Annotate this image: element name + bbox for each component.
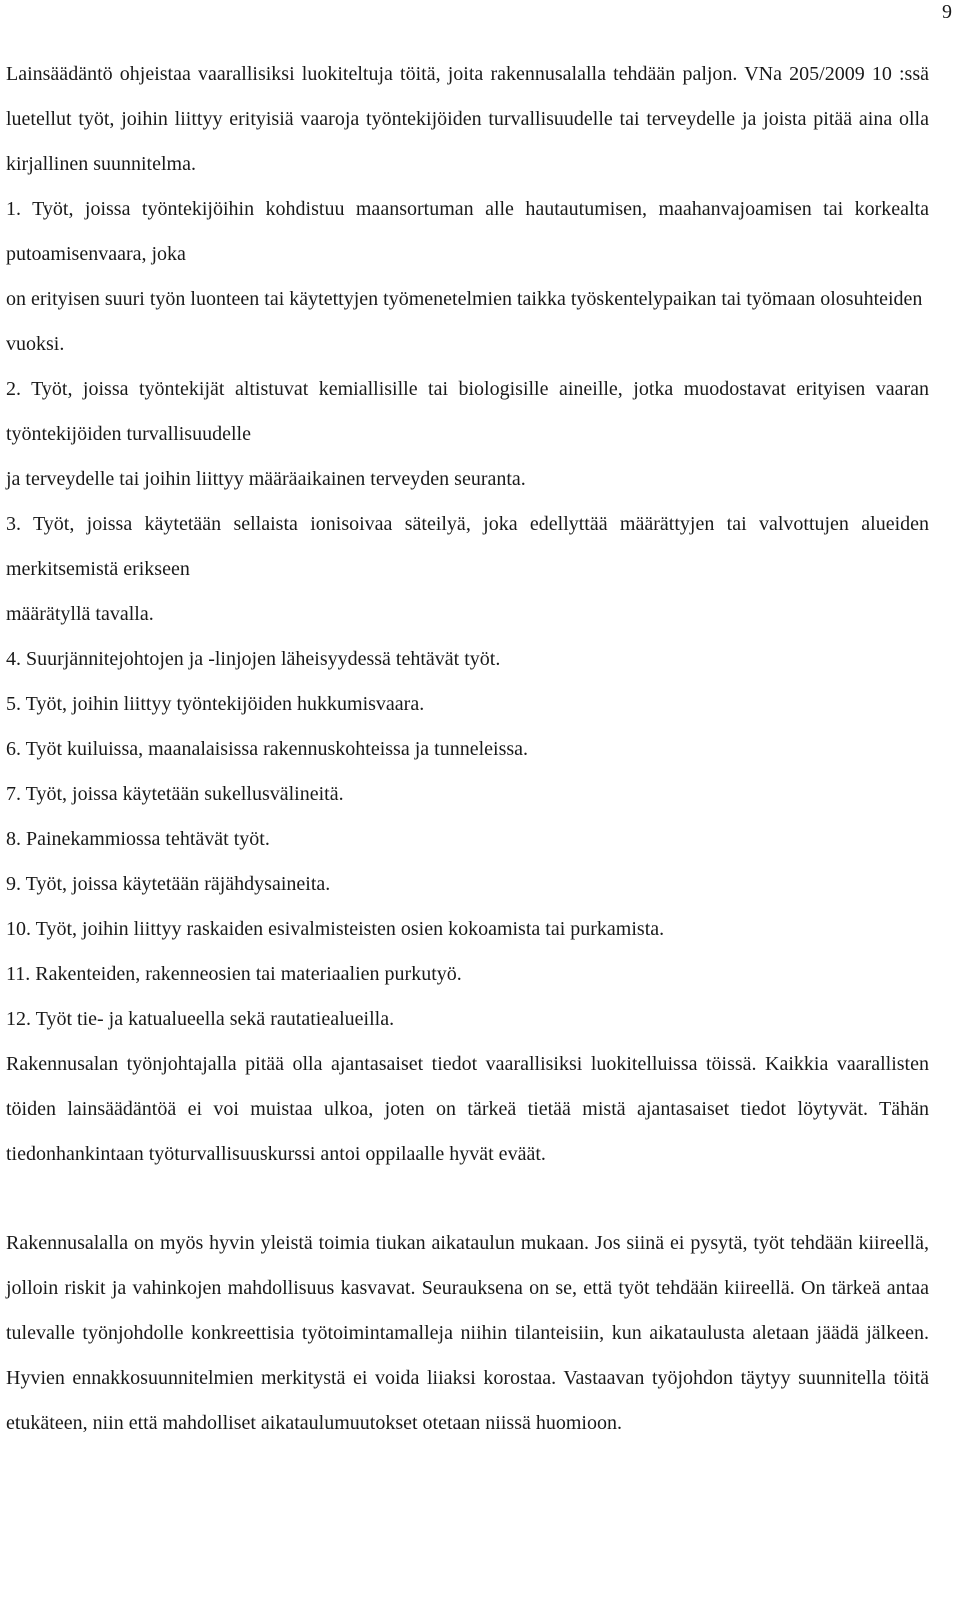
- list-item-2-line-1: 2. Työt, joissa työntekijät altistuvat kemiallisille tai biologisille aineille, jotka muodostavat erityisen vaaran työntekijöiden turvallisuudelle: [6, 378, 929, 445]
- list-item-12: 12. Työt tie- ja katualueella sekä rautatiealueilla.: [6, 1008, 395, 1030]
- hazard-list: [6, 187, 929, 1042]
- page-number: 9: [942, 1, 952, 23]
- body-paragraph-2: Rakennusalalla on myös hyvin yleistä toimia tiukan aikataulun mukaan. Jos siinä ei pysytä, työt tehdään kiireellä, jolloin riskit ja vahinkojen mahdollisuus kasvavat. Seurauksena on se, että työt tehdään kiireellä. On tärkeä antaa tulevalle työnjohdolle konkreettisia työtoimintamalleja niihin tilanteisiin, kun aikataulusta aletaan jäädä jälkeen. Hyvien ennakkosuunnitelmien merkitystä ei voida liiaksi korostaa. Vastaavan työjohdon täytyy suunnitella töitä etukäteen, niin että mahdolliset aikataulumuutokset otetaan niissä huomioon.: [6, 1232, 929, 1434]
- list-item-4: 4. Suurjännitejohtojen ja -linjojen läheisyydessä tehtävät työt.: [6, 648, 501, 670]
- body-paragraph-1: Rakennusalan työnjohtajalla pitää olla ajantasaiset tiedot vaarallisiksi luokitelluissa töissä. Kaikkia vaarallisten töiden lainsäädäntöä ei voi muistaa ulkoa, joten on tärkeä tietää mistä ajantasaiset tiedot löytyvät. Tähän tiedonhankintaan työturvallisuuskurssi antoi oppilaalle hyvät eväät.: [6, 1053, 929, 1165]
- list-item-11: 11. Rakenteiden, rakenneosien tai materiaalien purkutyö.: [6, 963, 462, 985]
- list-item-10: 10. Työt, joihin liittyy raskaiden esivalmisteisten osien kokoamista tai purkamista.: [6, 918, 665, 940]
- list-item-3-line-2: määrätyllä tavalla.: [6, 603, 154, 625]
- list-item-6: 6. Työt kuiluissa, maanalaisissa rakennuskohteissa ja tunneleissa.: [6, 738, 529, 760]
- list-item-5: 5. Työt, joihin liittyy työntekijöiden hukkumisvaara.: [6, 693, 425, 715]
- list-item-3-line-1: 3. Työt, joissa käytetään sellaista ionisoivaa säteilyä, joka edellyttää määrättyjen tai valvottujen alueiden merkitsemistä erikseen: [6, 513, 929, 580]
- document-body: [6, 52, 929, 1446]
- paragraph-spacer: [6, 1177, 929, 1221]
- list-item-7: 7. Työt, joissa käytetään sukellusvälineitä.: [6, 783, 344, 805]
- list-item-9: 9. Työt, joissa käytetään räjähdysaineita.: [6, 873, 331, 895]
- list-item-8: 8. Painekammiossa tehtävät työt.: [6, 828, 270, 850]
- list-item-1-line-1: 1. Työt, joissa työntekijöihin kohdistuu maansortuman alle hautautumisen, maahanvajoamisen tai korkealta putoamisenvaara, joka: [6, 198, 929, 265]
- list-item-1-line-2: on erityisen suuri työn luonteen tai käytettyjen työmenetelmien taikka työskentelypaikan tai työmaan olosuhteiden vuoksi.: [6, 288, 923, 355]
- list-item-2-line-2: ja terveydelle tai joihin liittyy määräaikainen terveyden seuranta.: [6, 468, 526, 490]
- intro-paragraph: Lainsäädäntö ohjeistaa vaarallisiksi luokiteltuja töitä, joita rakennusalalla tehdään paljon. VNa 205/2009 10 :ssä luetellut työt, joihin liittyy erityisiä vaaroja työntekijöiden turvallisuudelle tai terveydelle ja joista pitää aina olla kirjallinen suunnitelma.: [6, 63, 929, 175]
